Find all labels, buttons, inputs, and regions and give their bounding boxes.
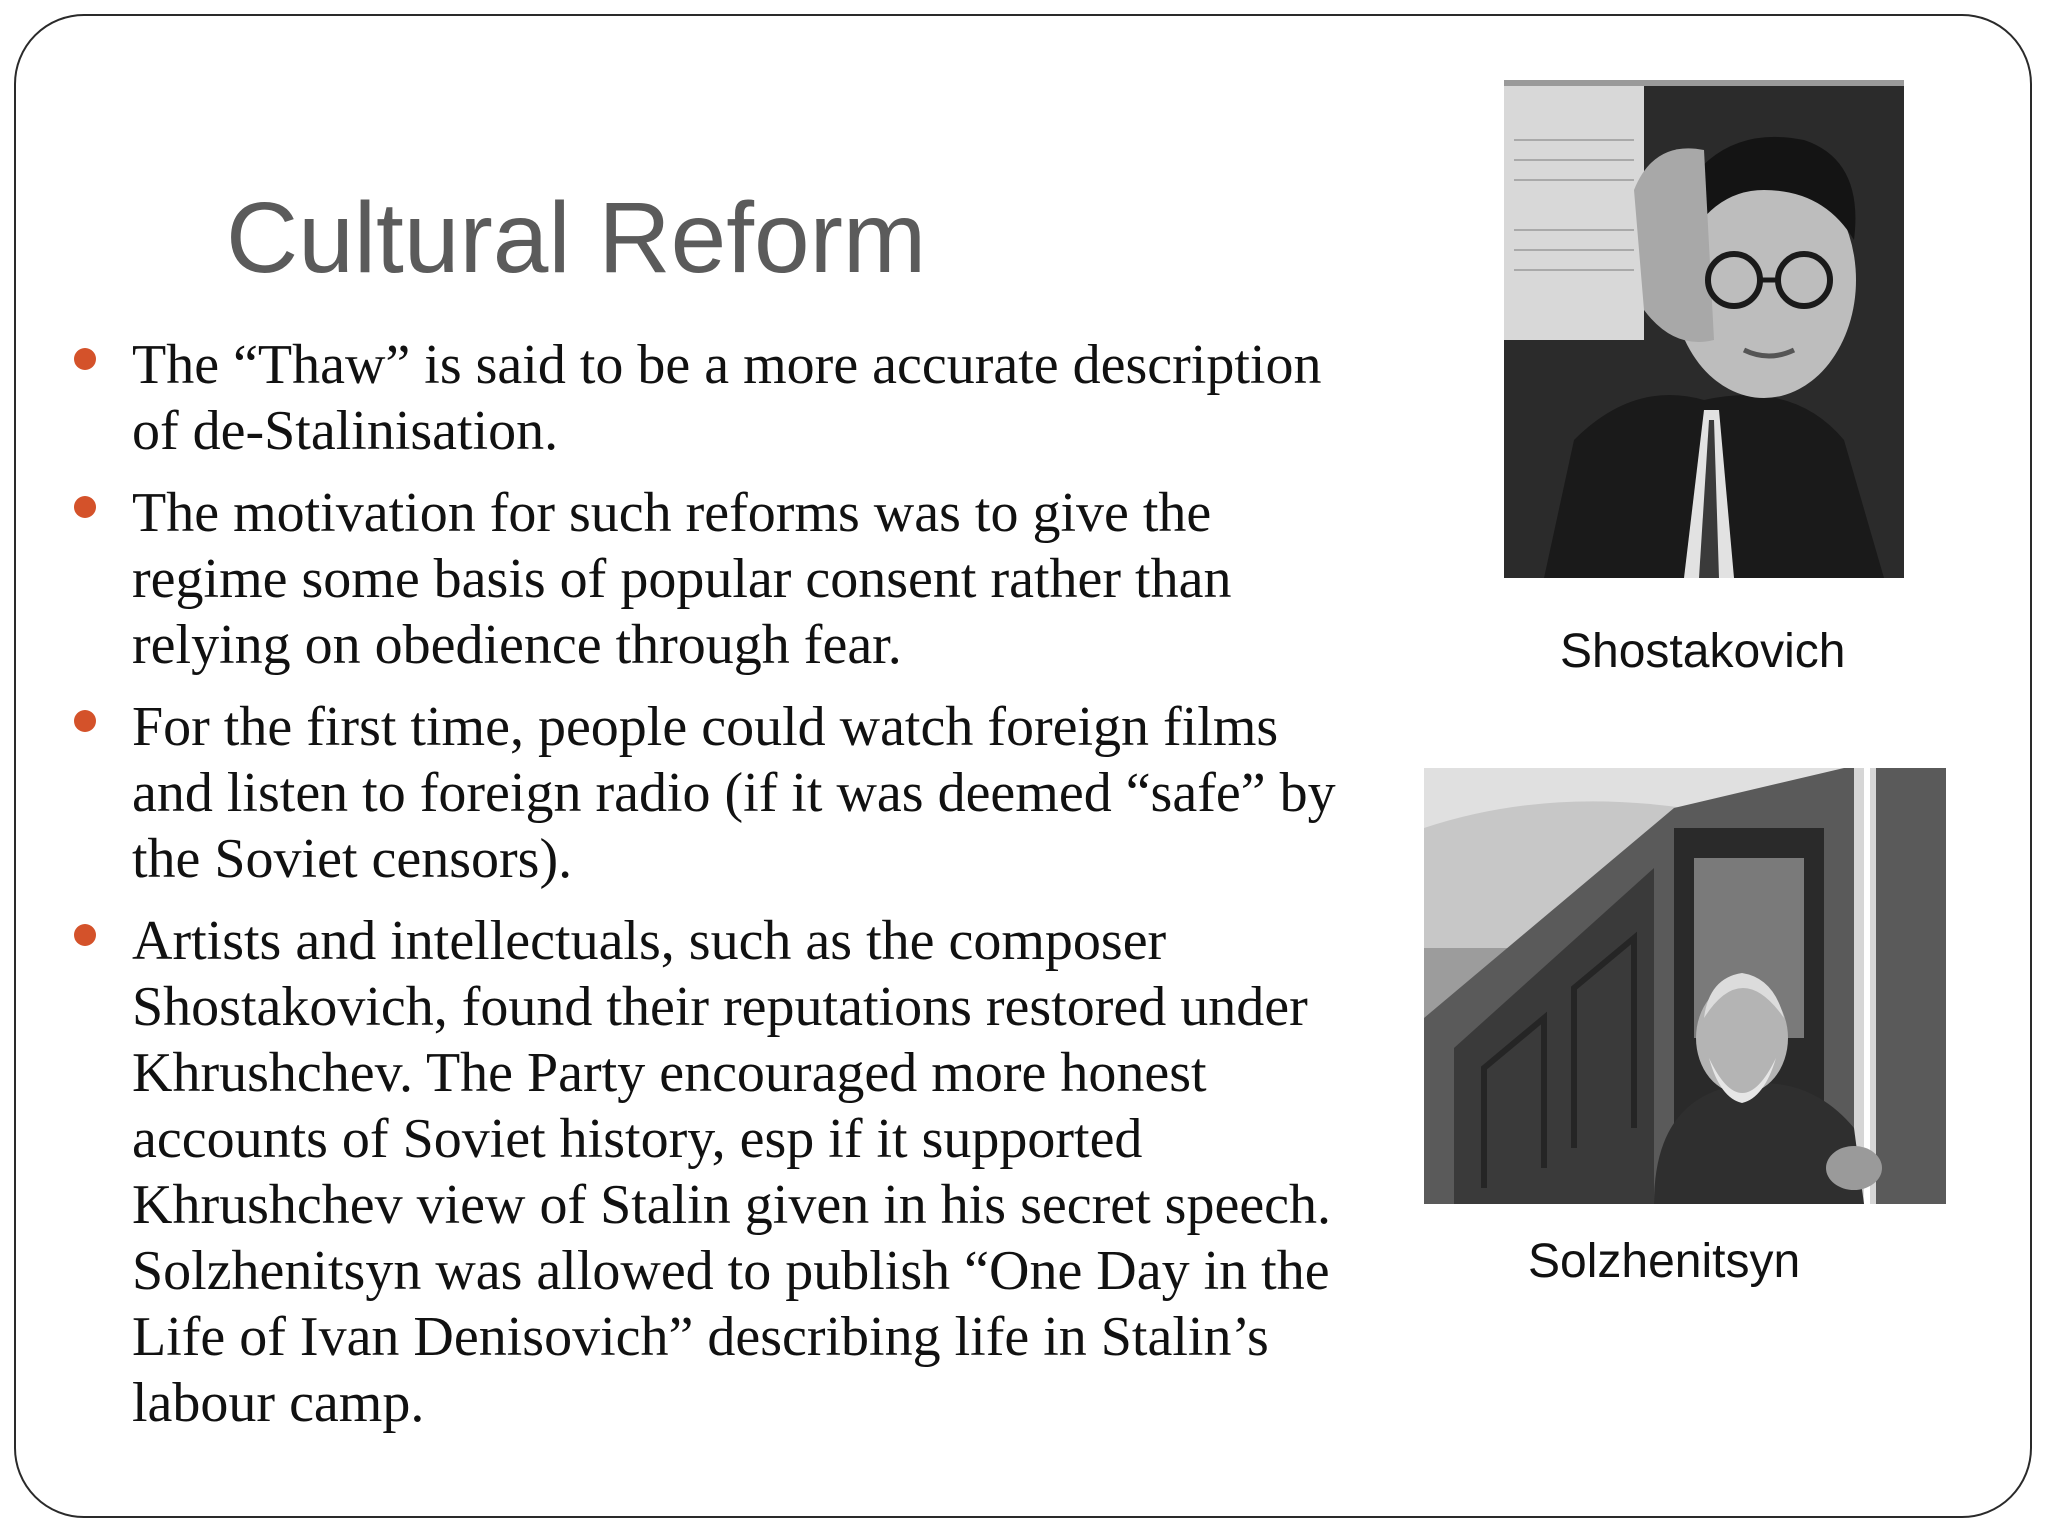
bullet-item (62, 908, 1362, 1436)
bullet-dot-icon (74, 710, 96, 732)
bullet-list (62, 332, 1362, 1452)
solzhenitsyn-photo (1424, 768, 1946, 1204)
shostakovich-photo (1504, 80, 1904, 578)
slide-title: Cultural Reform (226, 182, 927, 294)
shostakovich-caption: Shostakovich (1560, 625, 1846, 678)
bullet-text: For the first time, people could watch foreign films and listen to foreign radio (if it was deemed “safe” by the Soviet censors). (132, 696, 1336, 890)
bullet-item (62, 332, 1362, 464)
bullet-text: The motivation for such reforms was to give the regime some basis of popular consent rather than relying on obedience through fear. (132, 482, 1232, 676)
bullet-text: Artists and intellectuals, such as the composer Shostakovich, found their reputations restored under Khrushchev. The Party encouraged more honest accounts of Soviet history, esp if it supported Khrushchev view of Stalin given in his secret speech. Solzhenitsyn was allowed to publish “One Day in the Life of Ivan Denisovich” describing life in Stalin’s labour camp. (132, 910, 1332, 1434)
bullet-item (62, 480, 1362, 678)
bullet-dot-icon (74, 496, 96, 518)
bullet-item (62, 694, 1362, 892)
bullet-text: The “Thaw” is said to be a more accurate description of de-Stalinisation. (132, 334, 1322, 462)
solzhenitsyn-caption: Solzhenitsyn (1528, 1235, 1801, 1288)
bullet-dot-icon (74, 924, 96, 946)
bullet-dot-icon (74, 348, 96, 370)
